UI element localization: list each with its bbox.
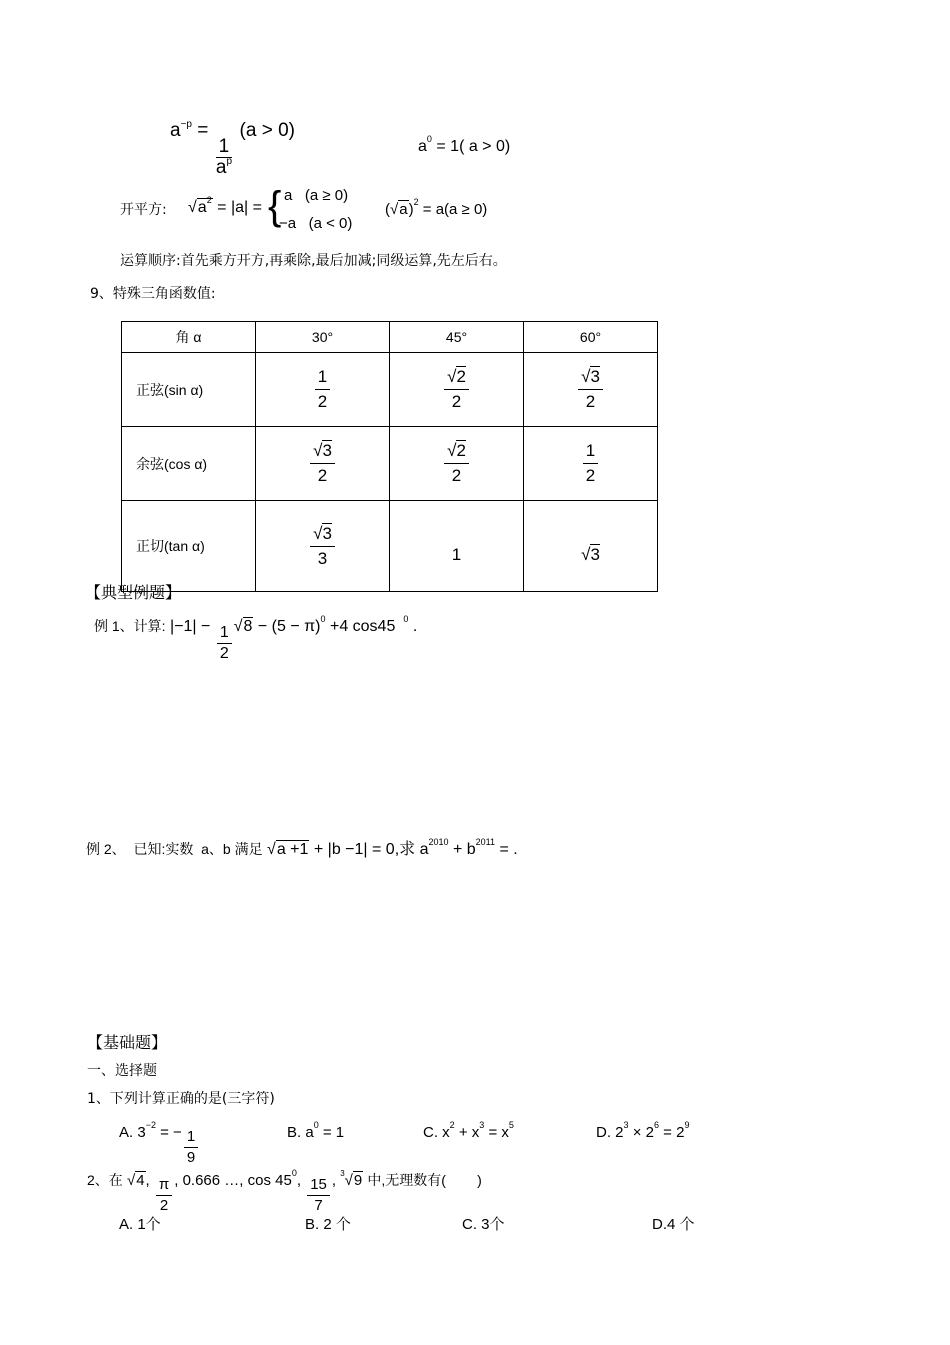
- sqrt-abs-formula: $√a^2 = |a|$ =: [188, 195, 262, 216]
- piecewise-case-2: −a (a < 0): [279, 215, 353, 232]
- sin-45: $\frac{√2}{2}$: [390, 353, 524, 427]
- zero-power-formula: $a^0 = 1$( a > 0): [418, 134, 511, 155]
- neg-power-formula: $a^{-p}$ = $\frac{1}{a^p}$ (a > 0): [170, 119, 295, 178]
- q2-option-b: B. 2 个: [305, 1216, 351, 1233]
- q2-option-a: A. 1个: [119, 1216, 161, 1233]
- table-row-cos: [122, 427, 658, 501]
- cos-30: $\frac{√3}{2}$: [256, 427, 390, 501]
- row-label-sin: 正弦(sin α): [122, 353, 256, 427]
- q2-option-c: C. 3个: [462, 1216, 505, 1233]
- row-label-tan: 正切(tan α): [122, 501, 256, 592]
- header-60: 60°: [524, 322, 658, 353]
- q1-option-a: A. $3^{-2}$ = − $\frac{1}{9}$: [119, 1124, 200, 1168]
- tan-45: 1: [390, 501, 524, 592]
- row-label-cos: 余弦(cos α): [122, 427, 256, 501]
- q1-option-c: C. $x^2 + x^3 = x^5$: [423, 1120, 514, 1141]
- section-9-title: 9、特殊三角函数值:: [90, 286, 216, 302]
- example-2: 例 2、 已知:实数 a、b 满足 √a +1 + |b −1| = 0,求 $a^{2010} + b^{2011}$ = .: [86, 837, 518, 858]
- sin-30: $\frac{1}{2}$: [256, 353, 390, 427]
- q1-option-b: B. $a^0 = 1$: [287, 1120, 345, 1141]
- table-row-tan: [122, 501, 658, 592]
- basics-heading: 【基础题】: [87, 1033, 168, 1052]
- question-2: 2、在 √4, $\frac{\pi}{2}$ , 0.666 …, $\cos 45^0$, $\frac{15}{7}$ , $^3$√9 中,无理数有( ): [87, 1168, 482, 1214]
- sqrt-label: 开平方:: [120, 202, 167, 218]
- header-30: 30°: [256, 322, 390, 353]
- piecewise-case-1: a (a ≥ 0): [284, 187, 349, 204]
- tan-30: $\frac{√3}{3}$: [256, 501, 390, 592]
- question-1: 1、下列计算正确的是(三字符): [87, 1091, 275, 1107]
- section-1-title: 一、选择题: [87, 1063, 157, 1079]
- example-1: 例 1、计算: |−1| − $\frac{1}{2}$ $√8 - (5 - \pi)^0 +4$ cos45 $^0$ .: [94, 614, 418, 662]
- q1-option-d: D. $2^3 \times 2^6 = 2^9$: [596, 1120, 690, 1141]
- cos-45: $\frac{√2}{2}$: [390, 427, 524, 501]
- q2-option-d: D.4 个: [652, 1216, 695, 1233]
- cos-60: $\frac{1}{2}$: [524, 427, 658, 501]
- header-angle: 角 α: [122, 322, 256, 353]
- sin-60: $\frac{√3}{2}$: [524, 353, 658, 427]
- trig-table: [121, 321, 658, 592]
- table-row-sin: [122, 353, 658, 427]
- examples-heading: 【典型例题】: [85, 583, 182, 602]
- piecewise-brace: {: [268, 184, 282, 228]
- header-45: 45°: [390, 322, 524, 353]
- table-header-row: [122, 322, 658, 353]
- sqrt-square-formula: $(√a)^2 = a(a \ge 0)$: [385, 197, 488, 218]
- operation-order-text: 运算顺序:首先乘方开方,再乘除,最后加减;同级运算,先左后右。: [120, 253, 507, 269]
- tan-60: √3: [524, 501, 658, 592]
